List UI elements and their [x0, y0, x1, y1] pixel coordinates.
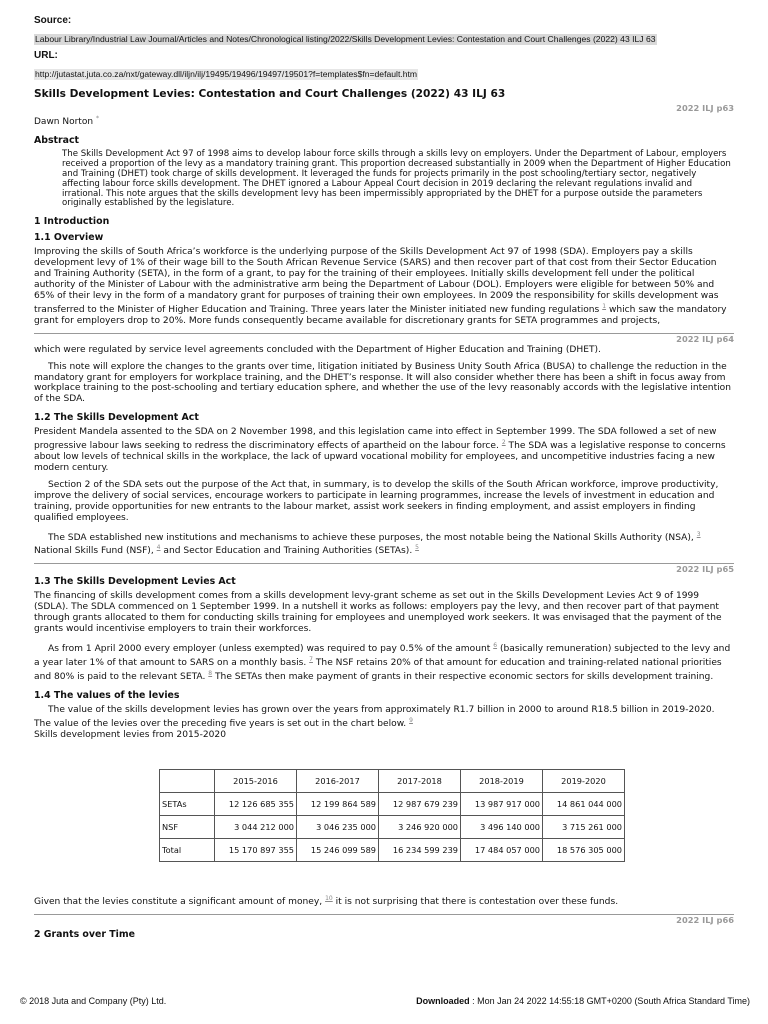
paragraph-continued: which were regulated by service level agreements concluded with the Department of Higher Education and Training (DHET). [34, 344, 601, 355]
downloaded-label: Downloaded [416, 996, 470, 1006]
row-label: Total [160, 838, 215, 861]
footnote-link-10[interactable]: 10 [325, 894, 333, 902]
downloaded-timestamp: : Mon Jan 24 2022 14:55:18 GMT+0200 (South Africa Standard Time) [469, 996, 750, 1006]
paragraph-section-2: Section 2 of the SDA sets out the purpose of the Act that, in summary, is to develop the skills of the South African workforce, improve productivity, improve the delivery of social services, encourage workers to participate in learning programmes, increase the levels of investment in education and training, provide opportunities for new entrants to the labour market, assist work seekers in finding employment, and assist employers in finding qualified employees. [34, 479, 719, 523]
paragraph-mandela: President Mandela assented to the SDA on 2 November 1998, and this legislation came into effect in September 1999. The SDA followed a set of new progressive labour laws seeking to redress the discriminatory effects of apartheid on the labour force. $^2$ The SDA was a legislative response to concerns about low levels of technical skills in the workplace, the lack of upward vocational mobility for employees, and uncompetitive industries facing a new modern century. [34, 427, 726, 473]
column-header: 2016-2017 [297, 769, 379, 792]
footnote-link-7[interactable]: 7 [309, 655, 313, 663]
paragraph-april-2000: As from 1 April 2000 every employer (unless exempted) was required to pay 0.5% of the amount $^6$ (basically remuneration) subjected to the levy and a year later 1% of that amount to SARS on a monthly basis. $^7$ The NSF retains 20% of that amount for education and training-related national priorities and 80% is paid to the relevant SETA. $^8$ The SETAs then make payment of grants in their respective economic sectors for skills development training. [34, 642, 731, 682]
section-1-2-heading: 1.2 The Skills Development Act [34, 412, 199, 424]
table-cell: 3 246 920 000 [379, 815, 461, 838]
column-header: 2017-2018 [379, 769, 461, 792]
column-header: 2015-2016 [215, 769, 297, 792]
footnote-link-3[interactable]: 3 [696, 530, 701, 538]
column-header: 2019-2020 [543, 769, 625, 792]
section-1-heading: 1 Introduction [34, 216, 110, 228]
section-1-1-heading: 1.1 Overview [34, 232, 104, 244]
table-corner-cell [160, 769, 215, 792]
table-row-setas [160, 792, 625, 815]
page-ref-66: 2022 ILJ p66 [676, 914, 734, 925]
page-ref-65: 2022 ILJ p65 [676, 564, 734, 575]
table-cell: 13 987 917 000 [461, 792, 543, 815]
paragraph-financing: The financing of skills development comes from a skills development levy-grant scheme as set out in the Skills Development Levies Act 9 of 1999 (SDLA). The SDLA commenced on 1 September 1999. In a nutshell it works as follows: employers pay the levy, and then recover part of that payment through grants allocated to them for conducting skills training for employees and unemployed work seekers. It was envisaged that the payment of the grants would incentivise employers to train their workforces. [34, 591, 722, 635]
page-footer [20, 996, 750, 1006]
download-info [416, 996, 750, 1006]
paragraph-explore: This note will explore the changes to the grants over time, litigation initiated by Business Unity South Africa (BUSA) to challenge the reduction in the mandatory grant for employers for workplace training, and the DHET’s response. It will also consider whether there has been a shift in focus away from workplace training to the post-schooling and tertiary education sphere, and whether the use of the levy reasonably accords with the legislative intention of the SDA. [34, 361, 731, 405]
abstract-heading: Abstract [34, 134, 80, 146]
table-row-total [160, 838, 625, 861]
table-cell: 15 170 897 355 [215, 838, 297, 861]
footnote-link-6[interactable]: 6 [493, 642, 498, 650]
table-caption: Skills development levies from 2015-2020 [34, 729, 226, 740]
section-1-4-heading: 1.4 The values of the levies [34, 689, 180, 701]
paragraph-overview: Improving the skills of South Africa’s workforce is the underlying purpose of the Skills Development Act 97 of 1998 (SDA). Employers pay a skills development levy of 1% of their wage bill to the South African Revenue Service (SARS) and then recover part of that cost from their Sector Education and Training Authority (SETA), in the form of a grant, to pay for the training of their employees. Initially skills development fell under the political authority of the Minister of Labour with the administrative arm being the Department of Labour (DOL). Employers were eligible for between 50% and 65% of their levy in the form of a mandatory grant for purposes of training their own employees. In 2009 the responsibility for skills development was transferred to the Minister of Higher Education and Training. Three years later the Minister initiated new funding regulations $^1$ which saw the mandatory grant for employers drop to 20%. More funds consequently became available for discretionary grants for SETA programmes and projects, [34, 247, 727, 326]
section-1-3-heading: 1.3 The Skills Development Levies Act [34, 576, 236, 588]
levies-table [159, 769, 625, 862]
paragraph-values: The value of the skills development levies has grown over the years from approximately R1.7 billion in 2000 to around R18.5 billion in 2019-2020. The value of the levies over the preceding five years is set out in the chart below. $^9$ [34, 704, 715, 729]
source-url[interactable]: http://jutastat.juta.co.za/nxt/gateway.dll/iljn/ilj/19495/19496/19497/19501?f=templates$fn=default.htm [35, 69, 418, 79]
table-header-row [160, 769, 625, 792]
table-row-nsf [160, 815, 625, 838]
abstract-text: The Skills Development Act 97 of 1998 aims to develop labour force skills through a skills levy on employers. Under the Department of Labour, employers received a proportion of the levy as a mandatory training grant. This proportion decreased substantially in 2009 when the Department of Higher Education and Training (DHET) took charge of skills development. It leveraged the funds for projects primarily in the post schooling/tertiary sector, negatively affecting labour force skills development. The DHET ignored a Labour Appeal Court decision in 2019 declaring the relevant regulations invalid and irrational. This note argues that the skills development levy has been impermissibly appropriated by the DHET for a purpose outside the parameters originally established by the legislature. [62, 148, 731, 209]
page-ref-63: 2022 ILJ p63 [676, 103, 734, 113]
table-cell: 14 861 044 000 [543, 792, 625, 815]
footnote-link-1[interactable]: 1 [602, 302, 607, 310]
table-cell: 12 126 685 355 [215, 792, 297, 815]
author-footnote-link[interactable]: * [95, 115, 99, 122]
footnote-link-4[interactable]: 4 [156, 544, 161, 552]
article-title: Skills Development Levies: Contestation and Court Challenges (2022) 43 ILJ 63 [34, 88, 506, 100]
table-cell: 17 484 057 000 [461, 838, 543, 861]
section-2-heading: 2 Grants over Time [34, 928, 135, 940]
source-path[interactable]: Labour Library/Industrial Law Journal/Articles and Notes/Chronological listing/2022/Skills Development Levies: Contestation and Court Challenges (2022) 43 ILJ 63 [35, 34, 656, 44]
table-cell: 16 234 599 239 [379, 838, 461, 861]
footnote-link-8[interactable]: 8 [208, 669, 213, 677]
page-ref-64: 2022 ILJ p64 [676, 333, 734, 344]
copyright-text: © 2018 Juta and Company (Pty) Ltd. [20, 996, 167, 1006]
row-label: NSF [160, 815, 215, 838]
source-label: Source: [34, 15, 72, 26]
footnote-link-5[interactable]: 5 [415, 544, 419, 552]
url-label: URL: [34, 50, 58, 61]
paragraph-institutions: The SDA established new institutions and mechanisms to achieve these purposes, the most notable being the National Skills Authority (NSA), $^3$ National Skills Fund (NSF), $^4$ and Sector Education and Training Authorities (SETAs). $^5$ [34, 530, 701, 557]
footnote-link-2[interactable]: 2 [501, 439, 506, 447]
paragraph-given: Given that the levies constitute a significant amount of money, $^{10}$ it is not surprising that there is contestation over these funds. [34, 894, 619, 907]
table-cell: 3 715 261 000 [543, 815, 625, 838]
table-cell: 18 576 305 000 [543, 838, 625, 861]
author [34, 114, 734, 128]
column-header: 2018-2019 [461, 769, 543, 792]
author-name: Dawn Norton [34, 117, 94, 127]
row-label: SETAs [160, 792, 215, 815]
table-cell: 3 046 235 000 [297, 815, 379, 838]
document-page [34, 15, 734, 944]
table-cell: 12 199 864 589 [297, 792, 379, 815]
table-cell: 12 987 679 239 [379, 792, 461, 815]
table-cell: 15 246 099 589 [297, 838, 379, 861]
table-cell: 3 044 212 000 [215, 815, 297, 838]
table-cell: 3 496 140 000 [461, 815, 543, 838]
footnote-link-9[interactable]: 9 [409, 716, 413, 724]
